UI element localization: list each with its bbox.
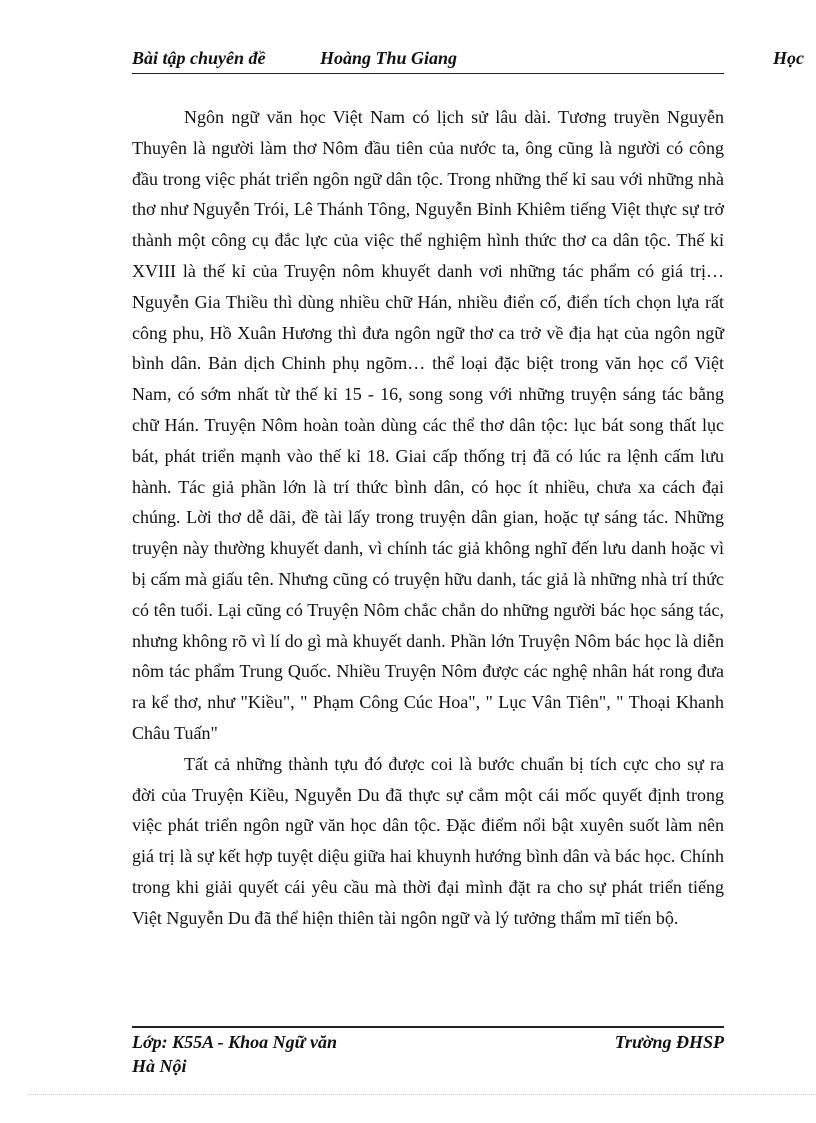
footer-school: Trường ĐHSP	[614, 1032, 724, 1052]
document-body	[132, 102, 724, 934]
footer-city: Hà Nội	[132, 1056, 187, 1076]
footer-class-info: Lớp: K55A - Khoa Ngữ văn	[132, 1032, 337, 1052]
paragraph: Tất cả những thành tựu đó được coi là bước chuẩn bị tích cực cho sự ra đời của Truyện Kiều, Nguyễn Du đã thực sự cắm một cái mốc quyết định trong việc phát triển ngôn ngữ văn học dân tộc. Đặc điểm nổi bật xuyên suốt làm nên giá trị là sự kết hợp tuyệt diệu giữa hai khuynh hướng bình dân và bác học. Chính trong khi giải quyết cái yêu cầu mà thời đại mình đặt ra cho sự phát triển tiếng Việt Nguyễn Du đã thể hiện thiên tài ngôn ngữ và lý tưởng thẩm mĩ tiến bộ.	[132, 753, 724, 928]
footer-left	[132, 1030, 392, 1078]
header-author: Hoàng Thu Giang	[320, 48, 458, 68]
header-right-text: Học	[773, 48, 804, 68]
footer-rule	[132, 1026, 724, 1028]
paragraph: Ngôn ngữ văn học Việt Nam có lịch sử lâu dài. Tương truyền Nguyễn Thuyên là người làm thơ Nôm đầu tiên của nước ta, ông cũng là người có công đầu trong việc phát triển ngôn ngữ dân tộc. Trong những thế kỉ sau với những nhà thơ như Nguyễn Trói, Lê Thánh Tông, Nguyễn Bỉnh Khiêm tiếng Việt thực sự trở thành một công cụ đắc lực của việc thể nghiệm hình thức thơ ca dân tộc. Thế kỉ XVIII là thế kỉ của Truyện nôm khuyết danh vơi những tác phẩm có giá trị… Nguyễn Gia Thiều thì dùng nhiều chữ Hán, nhiều điển cố, điển tích chọn lựa rất công phu, Hồ Xuân Hương thì đưa ngôn ngữ thơ ca trở về địa hạt của ngôn ngữ bình dân. Bản dịch Chinh phụ ngõm… thể loại đặc biệt trong văn học cổ Việt Nam, có sớm nhất từ thế kỉ 15 - 16, song song với những truyện sáng tác bằng chữ Hán. Truyện Nôm hoàn toàn dùng các thể thơ dân tộc: lục bát song thất lục bát, phát triển mạnh vào thế kỉ 18. Giai cấp thống trị đã có lúc ra lệnh cấm lưu hành. Tác giả phần lớn là trí thức bình dân, có học ít nhiều, chưa xa cách đại chúng. Lời thơ dễ dãi, đề tài lấy trong truyện dân gian, hoặc tự sáng tác. Những truyện này thường khuyết danh, vì chính tác giả không nghĩ đến lưu danh hoặc vì bị cấm mà giấu tên. Nhưng cũng có truyện hữu danh, tác giả là những nhà trí thức có tên tuổi. Lại cũng có Truyện Nôm chắc chắn do những người bác học sáng tác, nhưng không rõ vì lí do gì mà khuyết danh. Phần lớn Truyện Nôm bác học là diễn nôm tác phẩm Trung Quốc. Nhiều Truyện Nôm được các nghệ nhân hát rong đưa ra kể thơ, như "Kiều", " Phạm Công Cúc Hoa", " Lục Vân Tiên", " Thoại Khanh Châu Tuấn"	[132, 107, 724, 743]
header-rule	[132, 73, 724, 74]
header-subject: Bài tập chuyên đề	[132, 48, 266, 68]
page-header	[132, 48, 816, 74]
page-bottom-divider	[28, 1094, 816, 1095]
